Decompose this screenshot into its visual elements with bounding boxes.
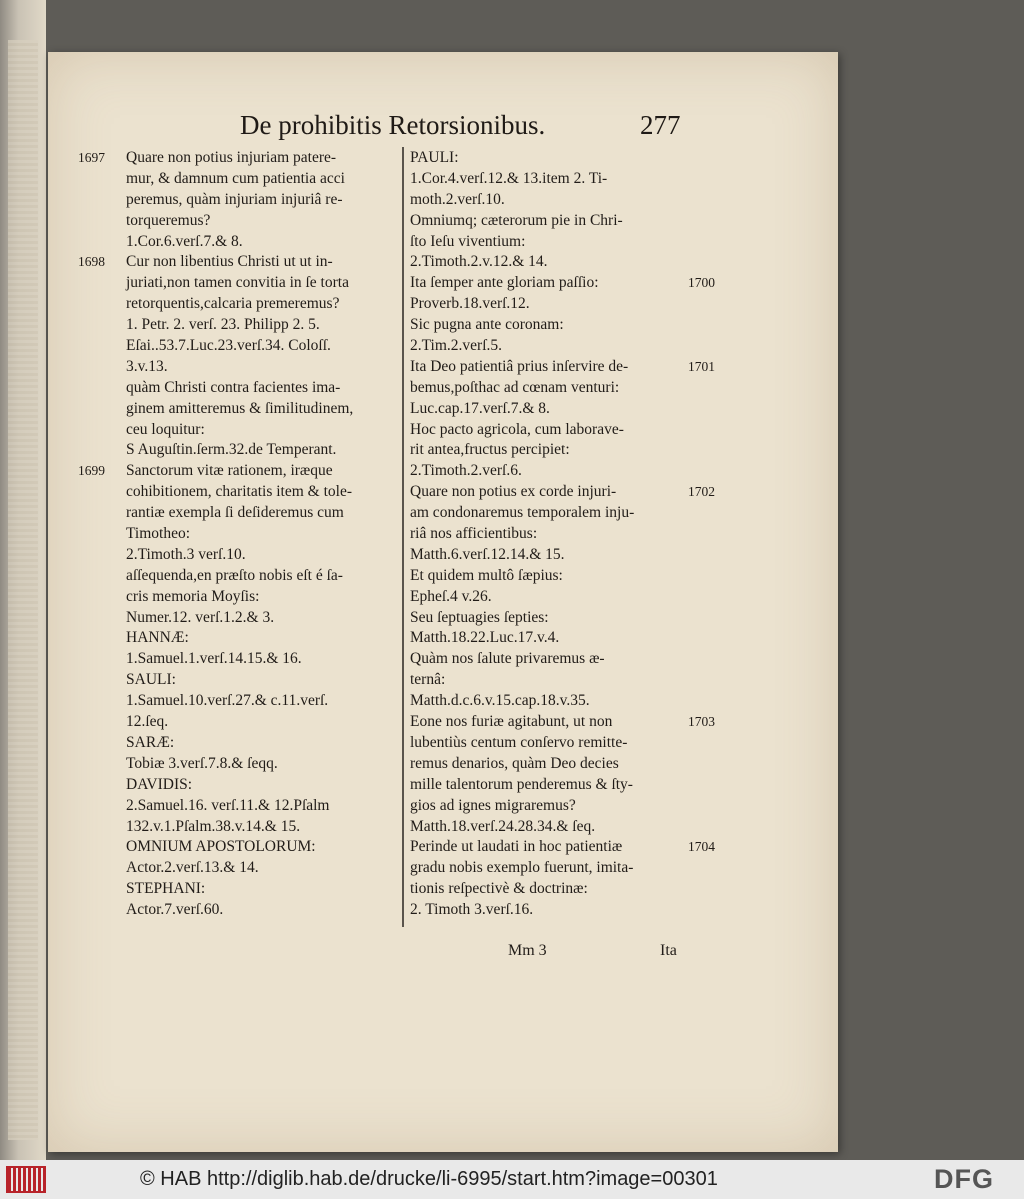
marginal-number: 1703 (688, 714, 715, 730)
line-text: Numer.12. verſ.1.2.& 3. (126, 608, 275, 626)
text-line (80, 211, 398, 232)
line-text: tionis reſpectivè & doctrinæ: (410, 880, 588, 898)
line-text: 3.v.13. (126, 357, 168, 375)
line-text: Quàm nos ſalute privaremus æ- (410, 650, 605, 668)
line-text: Matth.18.22.Luc.17.v.4. (410, 629, 560, 647)
text-line (410, 378, 740, 399)
text-line (80, 775, 398, 796)
text-line (80, 900, 398, 921)
line-text: 12.ſeq. (126, 713, 169, 731)
text-line (410, 399, 740, 420)
text-line (80, 482, 398, 503)
line-text: Ita Deo patientiâ prius inſervire de- (410, 357, 629, 375)
line-text: riâ nos afficientibus: (410, 525, 538, 543)
text-line (80, 357, 398, 378)
text-line (410, 587, 740, 608)
right-column (410, 148, 740, 921)
line-text: aſſequenda,en præſto nobis eſt é ſa- (126, 566, 343, 584)
book-page (48, 52, 838, 1152)
left-column (80, 148, 398, 921)
line-text: retorquentis,calcaria premeremus? (126, 295, 340, 313)
line-text: mur, & damnum cum patientia acci (126, 169, 345, 187)
footer-bar (0, 1160, 1024, 1199)
line-text: SARÆ: (126, 733, 175, 751)
line-text: cohibitionem, charitatis item & tole- (126, 483, 352, 501)
marginal-number: 1704 (688, 839, 715, 855)
line-text: Sanctorum vitæ rationem, iræque (126, 462, 333, 480)
text-line (410, 420, 740, 441)
text-line (80, 273, 398, 294)
signature-mark: Mm 3 (508, 942, 547, 959)
text-line (80, 879, 398, 900)
line-text: Ita ſemper ante gloriam paſſio: (410, 274, 599, 292)
line-text: Perinde ut laudati in hoc patientiæ (410, 838, 623, 856)
text-line (80, 252, 398, 273)
text-line (80, 649, 398, 670)
line-text: lubentiùs centum conſervo remitte- (410, 733, 628, 751)
line-text: Sic pugna ante coronam: (410, 316, 564, 334)
line-text: Quare non potius ex corde injuri- (410, 483, 617, 501)
line-text: ſto Ieſu viventium: (410, 232, 526, 250)
text-line (80, 858, 398, 879)
page-number: 277 (640, 110, 681, 140)
text-line (80, 190, 398, 211)
line-text: bemus,poſthac ad cœnam venturi: (410, 378, 620, 396)
marginal-number: 1701 (688, 358, 715, 374)
line-text: juriati,non tamen convitia in ſe torta (126, 274, 349, 292)
text-line (80, 670, 398, 691)
text-line (80, 796, 398, 817)
line-text: HANNÆ: (126, 629, 189, 647)
line-text: rit antea,fructus percipiet: (410, 441, 570, 459)
line-text: Epheſ.4 v.26. (410, 587, 492, 605)
line-text: peremus, quàm injuriam injuriâ re- (126, 190, 343, 208)
line-text: Eone nos furiæ agitabunt, ut non (410, 713, 613, 731)
text-line (410, 733, 740, 754)
hab-logo-icon (6, 1166, 46, 1193)
text-line (410, 461, 740, 482)
line-text: Hoc pacto agricola, cum laborave- (410, 420, 624, 438)
text-line (80, 169, 398, 190)
line-text: torqueremus? (126, 211, 211, 229)
text-line (80, 399, 398, 420)
text-line (410, 503, 740, 524)
text-line (410, 754, 740, 775)
text-line (80, 461, 398, 482)
text-line (410, 775, 740, 796)
line-text: DAVIDIS: (126, 775, 193, 793)
line-text: quàm Christi contra facientes ima- (126, 378, 341, 396)
catchword: Ita (660, 942, 677, 959)
text-line (80, 733, 398, 754)
adjacent-page-edge (0, 0, 46, 1160)
text-line (80, 587, 398, 608)
line-text: 1. Petr. 2. verſ. 23. Philipp 2. 5. (126, 316, 320, 334)
line-text: STEPHANI: (126, 880, 206, 898)
line-text: 1.Cor.6.verſ.7.& 8. (126, 232, 243, 250)
text-line (410, 817, 740, 838)
line-text: 1.Samuel.10.verſ.27.& c.11.verſ. (126, 692, 329, 710)
text-line (80, 628, 398, 649)
text-line (410, 608, 740, 629)
marginal-number: 1702 (688, 484, 715, 500)
line-text: am condonaremus temporalem inju- (410, 504, 635, 522)
line-text: S Auguſtin.ſerm.32.de Temperant. (126, 441, 337, 459)
line-text: Timotheo: (126, 525, 191, 543)
line-text: Et quidem multô ſæpius: (410, 566, 563, 584)
column-rule (402, 147, 404, 927)
text-line (410, 232, 740, 253)
text-line (410, 211, 740, 232)
line-text: cris memoria Moyſis: (126, 587, 260, 605)
text-line (410, 336, 740, 357)
text-line (410, 190, 740, 211)
text-line (80, 503, 398, 524)
text-line (410, 482, 740, 503)
line-text: gradu nobis exemplo fuerunt, imita- (410, 859, 634, 877)
text-line (80, 378, 398, 399)
text-line (80, 232, 398, 253)
text-line (410, 670, 740, 691)
line-text: Matth.d.c.6.v.15.cap.18.v.35. (410, 692, 590, 710)
line-text: 2.Timoth.2.verſ.6. (410, 462, 522, 480)
text-line (410, 796, 740, 817)
text-line (410, 566, 740, 587)
text-line (80, 712, 398, 733)
line-text: Tobiæ 3.verſ.7.8.& ſeqq. (126, 754, 278, 772)
line-text: 2.Timoth.2.v.12.& 14. (410, 253, 548, 271)
dfg-logo: DFG (934, 1164, 994, 1194)
text-line (410, 879, 740, 900)
text-line (80, 315, 398, 336)
text-line (80, 608, 398, 629)
text-line (410, 315, 740, 336)
credit-link[interactable]: © HAB http://diglib.hab.de/drucke/li-6995/start.htm?image=00301 (140, 1168, 718, 1190)
line-text: Matth.6.verſ.12.14.& 15. (410, 545, 565, 563)
line-text: Proverb.18.verſ.12. (410, 295, 530, 313)
line-text: Matth.18.verſ.24.28.34.& ſeq. (410, 817, 596, 835)
line-text: moth.2.verſ.10. (410, 190, 505, 208)
text-line (410, 649, 740, 670)
line-text: mille talentorum penderemus & ſty- (410, 775, 633, 793)
text-line (80, 545, 398, 566)
text-line (80, 566, 398, 587)
line-text: remus denarios, quàm Deo decies (410, 754, 619, 772)
line-text: 132.v.1.Pſalm.38.v.14.& 15. (126, 817, 301, 835)
line-text: 1.Samuel.1.verſ.14.15.& 16. (126, 650, 302, 668)
line-text: ceu loquitur: (126, 420, 205, 438)
text-line (410, 148, 740, 169)
line-text: gios ad ignes migraremus? (410, 796, 576, 814)
line-text: 2.Samuel.16. verſ.11.& 12.Pſalm (126, 796, 330, 814)
line-text: Quare non potius injuriam patere- (126, 149, 337, 166)
line-text: PAULI: (410, 149, 459, 166)
line-text: 2. Timoth 3.verſ.16. (410, 901, 534, 919)
line-text: ternâ: (410, 671, 446, 689)
line-text: ginem amitteremus & ſimilitudinem, (126, 399, 354, 417)
marginal-number: 1698 (78, 254, 105, 270)
text-line (410, 169, 740, 190)
text-line (80, 691, 398, 712)
text-line (80, 754, 398, 775)
running-title: De prohibitis Retorsionibus. (240, 110, 546, 140)
text-line (410, 357, 740, 378)
text-line (80, 817, 398, 838)
line-text: Actor.2.verſ.13.& 14. (126, 859, 259, 877)
marginal-number: 1697 (78, 150, 105, 165)
line-text: rantiæ exempla ſi deſideremus cum (126, 504, 344, 522)
text-line (80, 148, 398, 169)
marginal-number: 1699 (78, 463, 105, 479)
text-line (410, 273, 740, 294)
text-line (80, 420, 398, 441)
text-line (410, 524, 740, 545)
line-text: OMNIUM APOSTOLORUM: (126, 838, 316, 856)
text-line (410, 440, 740, 461)
text-line (410, 252, 740, 273)
text-line (410, 545, 740, 566)
text-line (80, 837, 398, 858)
marginal-number: 1700 (688, 275, 715, 291)
line-text: Cur non libentius Christi ut ut in- (126, 253, 333, 271)
line-text: 2.Tim.2.verſ.5. (410, 337, 503, 355)
text-line (410, 294, 740, 315)
line-text: Seu ſeptuagies ſepties: (410, 608, 549, 626)
text-line (410, 691, 740, 712)
running-header (240, 110, 760, 150)
line-text: Actor.7.verſ.60. (126, 901, 224, 919)
line-text: Omniumq; cæterorum pie in Chri- (410, 211, 623, 229)
text-line (410, 900, 740, 921)
text-line (410, 712, 740, 733)
line-text: SAULI: (126, 671, 176, 689)
text-line (80, 294, 398, 315)
line-text: 1.Cor.4.verſ.12.& 13.item 2. Ti- (410, 169, 608, 187)
line-text: 2.Timoth.3 verſ.10. (126, 545, 246, 563)
line-text: Luc.cap.17.verſ.7.& 8. (410, 399, 550, 417)
line-text: Eſai..53.7.Luc.23.verſ.34. Coloſſ. (126, 337, 331, 355)
text-line (410, 858, 740, 879)
text-line (410, 837, 740, 858)
text-line (80, 524, 398, 545)
text-line (80, 336, 398, 357)
page-edge-texture (8, 40, 38, 1140)
text-line (80, 440, 398, 461)
text-line (410, 628, 740, 649)
